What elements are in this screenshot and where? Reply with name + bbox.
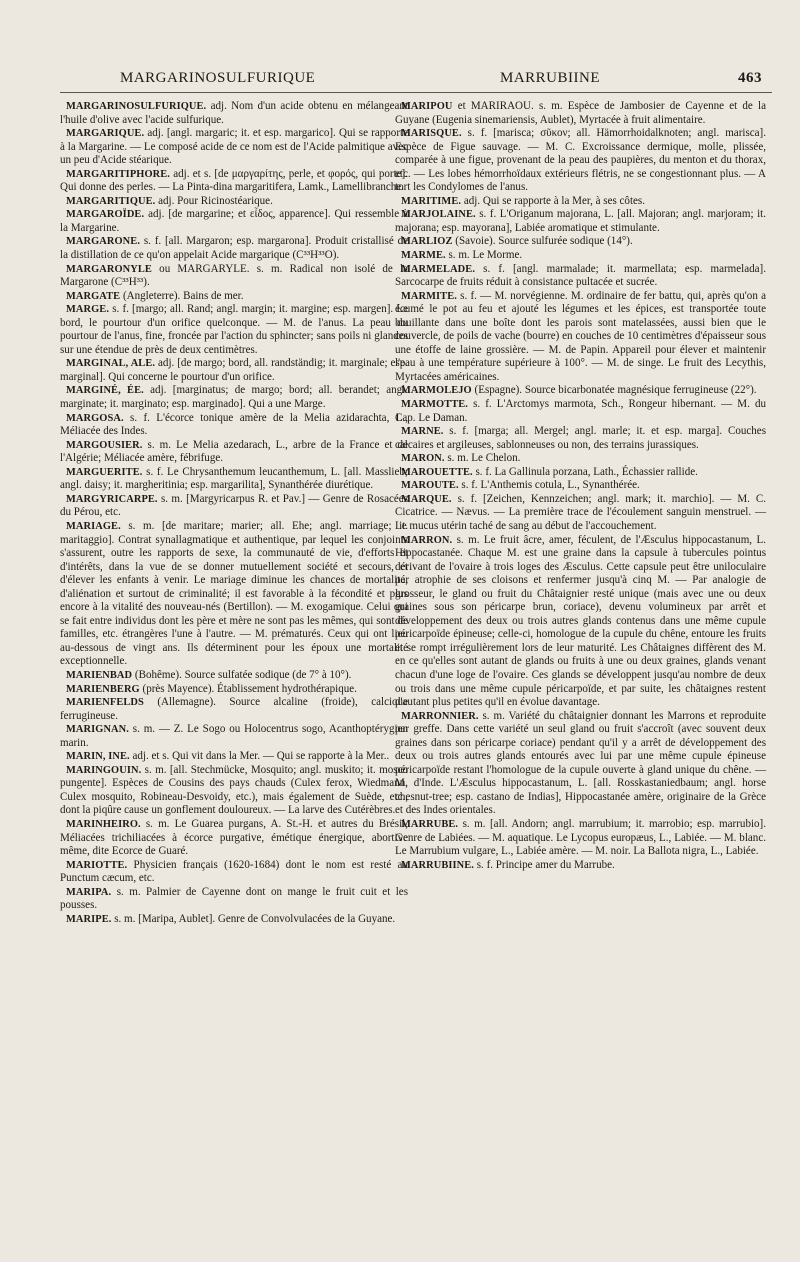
entry-headword: MARNE. bbox=[401, 426, 444, 438]
entry-headword: MARQUE. bbox=[401, 493, 452, 505]
entry-definition: adj. et s. Qui vit dans la Mer. — Qui se rapporte à la Mer.. bbox=[129, 750, 390, 763]
entry-headword: MARMITE. bbox=[401, 290, 457, 302]
entry-definition: (près Mayence). Établissement hydrothérapique. bbox=[139, 682, 357, 695]
dictionary-entry bbox=[60, 412, 408, 439]
entry-headword: MARGARINOSULFURIQUE. bbox=[66, 101, 207, 112]
entry-definition: s. m. Le fruit âcre, amer, féculent, de l'Æsculus hippocastanum, L. Hippocastanée. Chaque M. est une graine dans la capsule à tubercules pointus dérivant de l'ovaire à trois loges des Æsculus. Cette capsule peut être uniloculaire par atrophie de ses cloisons et renfermer jusqu'à cinq M. — Par analogie de grosseur, le gland ou fruit du Châtaignier resté unique (mais avec une ou deux graines sous son péricarpe brun, coriace), devenu volumineux par arrêt et développement des deux ou trois autres glands contenus dans une même cupule péricarpoïde épineuse; celle-ci, homologue de la cupule du chêne, entoure les fruits et se rompt irrégulièrement lors de leur maturité. Les Châtaignes diffèrent des M. en ce qu'elles sont autant de glands ou fruits à une ou deux graines, glands venant chacun d'une loge de l'ovaire. Ces glands se développent jusqu'au nombre de deux ou trois dans une même cupule péricarpoïde, et par suite, les châtaignes restent d'autant plus petites qu'il en évolue davantage. bbox=[395, 533, 766, 709]
entry-definition: s. m. [all. Andorn; angl. marrubium; it. marrobio; esp. marrubio]. Genre de Labiées. — M. aquatique. Le Lycopus europæus, L., Labiée. — M. blanc. Le Marrubium vulgare, L., Labiée amère. — M. noir. La Ballota nigra, L., Labiée. bbox=[395, 817, 766, 858]
entry-definition: s. f. [marisca; σῦκον; all. Hämorrhoidalknoten; angl. marisca]. Espèce de Figue sauvage. — M. C. Excroissance dermique, molle, plissée, comparée à une figue, provenant de la peau des paupières, du menton et du thorax, etc. — Les lobes hémorrhoïdaux extérieurs flétris, ne se congestionnant plus. — A tort les Condylomes de l'anus. bbox=[395, 127, 766, 194]
entry-headword: MARITIME. bbox=[401, 195, 462, 207]
entry-headword: MARGARITIPHORE. bbox=[66, 168, 170, 180]
entry-definition: s. m. Le Chelon. bbox=[444, 452, 521, 465]
entry-headword: MAROUETTE. bbox=[401, 466, 473, 478]
entry-headword: MARGUERITE. bbox=[66, 466, 143, 478]
dictionary-entry bbox=[60, 303, 408, 357]
entry-headword: MARLIOZ bbox=[401, 236, 453, 248]
left-column bbox=[60, 100, 408, 926]
entry-definition: s. f. [angl. marmalade; it. marmellata; esp. marmelada]. Sarcocarpe de fruits réduit à consistance pultacée et sucrée. bbox=[395, 262, 766, 289]
entry-definition: adj. Nom d'un acide obtenu en mélangeant l'huile d'olive avec l'acide sulfurique. bbox=[60, 100, 408, 126]
dictionary-entry bbox=[60, 357, 408, 384]
entry-definition: s. f. Principe amer du Marrube. bbox=[473, 858, 615, 871]
entry-headword: MARMOLEJO bbox=[401, 385, 472, 397]
entry-headword: MARMOTTE. bbox=[401, 399, 468, 411]
entry-headword: MARMELADE. bbox=[401, 263, 476, 275]
dictionary-entry bbox=[60, 127, 408, 168]
entry-headword: MARRUBE. bbox=[401, 818, 459, 830]
entry-definition: ou MARGARYLE. s. m. Radical non isolé de la Margarone (C³³H³³). bbox=[60, 262, 408, 289]
dictionary-entry bbox=[395, 127, 766, 195]
entry-headword: MARIPA. bbox=[66, 886, 112, 898]
dictionary-entry bbox=[395, 534, 766, 710]
dictionary-entry bbox=[60, 764, 408, 818]
dictionary-entry bbox=[60, 683, 408, 697]
dictionary-entry bbox=[395, 493, 766, 534]
dictionary-entry bbox=[60, 208, 408, 235]
running-head-last-word: MARRUBIINE bbox=[500, 70, 601, 86]
entry-definition: adj. et s. [de μαργαρίτης, perle, et φορός, qui porte]. Qui donne des perles. — La Pinta-dina margaritifera, Lamk., Lamellibranche. bbox=[60, 167, 408, 194]
entry-definition: s. f. L'Arctomys marmota, Sch., Rongeur hibernant. — M. du Cap. Le Daman. bbox=[395, 398, 766, 424]
dictionary-entry bbox=[60, 290, 408, 304]
entry-definition: s. f. La Gallinula porzana, Lath., Échassier rallide. bbox=[472, 465, 698, 478]
entry-headword: MARGE. bbox=[66, 304, 110, 316]
dictionary-entry bbox=[60, 520, 408, 669]
entry-definition: s. m. Le Morme. bbox=[445, 249, 523, 262]
dictionary-entry bbox=[60, 669, 408, 683]
entry-headword: MARGARONYLE bbox=[66, 263, 152, 275]
page-number: 463 bbox=[738, 70, 762, 86]
entry-headword: MAROUTE. bbox=[401, 480, 459, 492]
entry-headword: MARGYRICARPE. bbox=[66, 493, 158, 505]
entry-headword: MARRON. bbox=[401, 534, 453, 546]
dictionary-entry bbox=[60, 384, 408, 411]
dictionary-entry bbox=[60, 235, 408, 262]
entry-definition: s. m. [de maritare; marier; all. Ehe; angl. marriage; it. maritaggio]. Contrat synallagmatique et authentique, par lequel les conjoints s'assurent, outre les rapports de sexe, la communauté de vie, d'efforts et d'intérêts, dans la vue de se donner mutuellement société et secours, et d'élever les enfants à venir. Le mariage diminue les chances de mortalité, d'aliénation et surtout de criminalité; il est favorable à la fécondité et plus encore à la vitalité des nouveau-nés (Bertillon). — M. exogamique. Celui qui se fait entre individus dont les père et mère ne sont pas les mêmes, qui sont de familles, etc. étrangères l'une à l'autre. — M. prématurés. Ceux qui ont lieu au-dessous de vingt ans. Ils déterminent pour les époux une mortalité exceptionnelle. bbox=[60, 519, 408, 668]
entry-headword: MARIENBERG bbox=[66, 683, 140, 695]
dictionary-entry bbox=[395, 195, 766, 209]
entry-headword: MARGINAL, ALE. bbox=[66, 358, 156, 370]
dictionary-entry bbox=[395, 249, 766, 263]
entry-definition: (Savoie). Source sulfurée sodique (14°). bbox=[452, 235, 633, 248]
dictionary-entry bbox=[60, 263, 408, 290]
entry-definition: adj. [de margarine; et εἶδος, apparence]. Qui ressemble à la Margarine. bbox=[60, 208, 408, 234]
entry-headword: MARGARIQUE. bbox=[66, 128, 145, 140]
entry-definition: s. f. [all. Margaron; esp. margarona]. Produit cristallisé de la distillation de ce qu'on appelait Acide margarique (C³³H³³O). bbox=[60, 235, 408, 262]
entry-definition: et MARIRAOU. s. m. Espèce de Jambosier de Cayenne et de la Guyane (Eugenia sinemariensis, Aublet), Myrtacée à fruit alimentaire. bbox=[395, 100, 766, 126]
entry-definition: s. f. [Zeichen, Kennzeichen; angl. mark; it. marchio]. — M. C. Cicatrice. — Nævus. — La première trace de l'écoulement sanguin menstruel. — Le mucus utérin taché de sang au début de l'accouchement. bbox=[395, 492, 766, 532]
header-rule bbox=[60, 92, 772, 93]
entry-definition: s. m. Le Melia azedarach, L., arbre de la France et de l'Algérie; Méliacée amère, fébrifuge. bbox=[60, 438, 408, 465]
dictionary-entry bbox=[395, 479, 766, 493]
entry-definition: adj. [angl. margaric; it. et esp. margarico]. Qui se rapporte à la Margarine. — Le composé acide de ce nom est de l'Acide palmitique avec un peu d'Acide stéarique. bbox=[60, 127, 408, 167]
entry-headword: MARIPE. bbox=[66, 913, 112, 925]
dictionary-entry bbox=[60, 696, 408, 723]
entry-definition: s. m. [Maripa, Aublet]. Genre de Convolvulacées de la Guyane. bbox=[111, 912, 396, 925]
entry-definition: adj. [marginatus; de margo; bord; all. berandet; angl. marginate; it. marginato; esp. marginado]. Qui a une Marge. bbox=[60, 384, 408, 411]
running-head bbox=[0, 70, 800, 90]
entry-definition: s. m. — Z. Le Sogo ou Holocentrus sogo, Acanthoptérygien marin. bbox=[60, 723, 408, 749]
entry-headword: MARIENBAD bbox=[66, 669, 133, 681]
entry-definition: s. m. Palmier de Cayenne dont on mange le fruit cuit et les pousses. bbox=[60, 885, 408, 912]
entry-definition: Physicien français (1620-1684) dont le nom est resté au Punctum cæcum, etc. bbox=[60, 858, 408, 885]
dictionary-entry bbox=[60, 723, 408, 750]
entry-definition: s. f. L'Anthemis cotula, L., Synanthérée. bbox=[458, 479, 640, 492]
dictionary-entry bbox=[395, 263, 766, 290]
running-head-first-word: MARGARINOSULFURIQUE bbox=[120, 70, 316, 86]
entry-headword: MARGAROÏDE. bbox=[66, 209, 145, 221]
entry-headword: MARRUBIINE. bbox=[401, 859, 474, 871]
entry-definition: (Allemagne). Source alcaline (froide), calcique ferrugineuse. bbox=[60, 696, 408, 722]
dictionary-entry bbox=[60, 439, 408, 466]
dictionary-entry bbox=[395, 425, 766, 452]
entry-headword: MARINHEIRO. bbox=[66, 818, 141, 830]
dictionary-entry bbox=[395, 290, 766, 385]
entry-headword: MARIOTTE. bbox=[66, 859, 128, 871]
entry-definition: s. f. [margo; all. Rand; angl. margin; it. margine; esp. margen]. Le bord, le pourtour d'un orifice quelconque. — M. de l'anus. La peau du pourtour de l'anus, fine, froncée par l'action du sphincter; sans poils ni glandes sur une étendue de près de deux centimètres. bbox=[60, 303, 408, 356]
dictionary-entry bbox=[60, 493, 408, 520]
entry-definition: adj. Pour Ricinostéarique. bbox=[155, 194, 273, 207]
dictionary-entry bbox=[395, 235, 766, 249]
entry-definition: (Bohême). Source sulfatée sodique (de 7° à 10°). bbox=[132, 668, 352, 681]
entry-headword: MARGARONE. bbox=[66, 236, 141, 248]
entry-headword: MARJOLAINE. bbox=[401, 209, 476, 221]
dictionary-entry bbox=[60, 750, 408, 764]
dictionary-entry bbox=[60, 195, 408, 209]
entry-headword: MARRONNIER. bbox=[401, 710, 479, 722]
entry-headword: MARME. bbox=[401, 250, 446, 262]
entry-headword: MARISQUE. bbox=[401, 128, 462, 140]
entry-headword: MARGATE bbox=[66, 290, 121, 302]
dictionary-entry bbox=[395, 710, 766, 818]
dictionary-entry bbox=[60, 100, 408, 127]
entry-definition: (Espagne). Source bicarbonatée magnésique ferrugineuse (22°). bbox=[471, 384, 757, 397]
entry-headword: MARIPOU bbox=[401, 101, 453, 112]
entry-headword: MARIENFELDS bbox=[66, 697, 144, 709]
entry-definition: s. f. [marga; all. Mergel; angl. marle; it. et esp. marga]. Couches calcaires et argileuses, sablonneuses ou non, des terrains jurassiques. bbox=[395, 425, 766, 451]
entry-headword: MARIN, INE. bbox=[66, 751, 130, 763]
dictionary-entry bbox=[395, 384, 766, 398]
entry-headword: MARGINÉ, ÉE. bbox=[66, 385, 144, 397]
entry-definition: s. m. Le Guarea purgans, A. St.-H. et autres du Brésil, Méliacées trichiliacées à écorce purgative, émétique énergique, abortive même, dite Ecorce de Guaré. bbox=[60, 817, 408, 858]
dictionary-entry bbox=[60, 886, 408, 913]
entry-definition: s. m. [all. Stechmücke, Mosquito; angl. muskito; it. mosco pungente]. Espèces de Cousins des pays chauds (Culex ferox, Wiedmann, Culex mosquito, Robineau-Desvoidy, etc.), mais également de Suède, etc., dont la piqûre cause un gonflement douloureux. — La larve des Cutérèbres. bbox=[60, 763, 408, 817]
dictionary-entry bbox=[60, 168, 408, 195]
entry-definition: s. m. Variété du châtaignier donnant les Marrons et reproduite par greffe. Dans cette variété un seul gland ou fruit s'accroît (avec souvent deux graines dans son péricarpe coriace) pendant qu'il y a arrêt de développement des deux ou trois autres glands entourés avec lui par une même cupule épineuse péricarpoïde restant l'homologue de la cupule ouverte à gland unique du chêne. — M. d'Inde. L'Æsculus hippocastanum, L. [all. Rosskastaniedbaum; angl. horse chesnut-tree; esp. castano de Indias], Hippocastanée amère, originaire de la Grèce et des Indes orientales. bbox=[395, 709, 766, 817]
right-column bbox=[395, 100, 766, 872]
entry-headword: MARGOSA. bbox=[66, 412, 124, 424]
entry-headword: MARON. bbox=[401, 453, 445, 465]
entry-definition: (Angleterre). Bains de mer. bbox=[120, 289, 244, 302]
dictionary-entry bbox=[395, 466, 766, 480]
entry-headword: MARGOUSIER. bbox=[66, 439, 143, 451]
entry-definition: s. f. L'écorce tonique amère de la Melia azidarachta, L., Méliacée des Indes. bbox=[60, 411, 408, 438]
entry-headword: MARIAGE. bbox=[66, 520, 121, 532]
dictionary-entry bbox=[395, 818, 766, 859]
entry-headword: MARGARITIQUE. bbox=[66, 195, 156, 207]
entry-headword: MARINGOUIN. bbox=[66, 764, 142, 776]
entry-definition: s. f. L'Origanum majorana, L. [all. Majoran; angl. marjoram; it. majorana; esp. mayorana], Labiée aromatique et stimulante. bbox=[395, 208, 766, 234]
entry-definition: s. m. [Margyricarpus R. et Pav.] — Genre de Rosacées du Pérou, etc. bbox=[60, 492, 408, 519]
dictionary-entry bbox=[395, 398, 766, 425]
dictionary-entry bbox=[60, 859, 408, 886]
dictionary-entry bbox=[395, 452, 766, 466]
dictionary-entry bbox=[395, 208, 766, 235]
entry-definition: adj. Qui se rapporte à la Mer, à ses côtes. bbox=[461, 194, 645, 207]
dictionary-entry bbox=[395, 100, 766, 127]
dictionary-entry bbox=[60, 913, 408, 927]
dictionary-entry bbox=[60, 818, 408, 859]
entry-definition: s. f. Le Chrysanthemum leucanthemum, L. [all. Masslieb; angl. daisy; it. margheritinia; esp. margarilita], Synanthérée diurétique. bbox=[60, 465, 408, 492]
entry-headword: MARIGNAN. bbox=[66, 724, 129, 736]
dictionary-entry bbox=[395, 859, 766, 873]
entry-definition: s. f. — M. norvégienne. M. ordinaire de fer battu, qui, après qu'on a écumé le pot au feu et ajouté les légumes et les épices, est transportée toute bouillante dans une boîte dont les parois sont matelassées, aussi bien que le couvercle, de poils de vache (bourre) en couches de 10 centimètres d'épaisseur sous une étoffe de laine grossière. — M. de Papin. Appareil pour élever et maintenir l'eau à une température supérieure à 100°. — M. de singe. Le fruit des Lecythis, Myrtacées américaines. bbox=[395, 289, 766, 383]
dictionary-entry bbox=[60, 466, 408, 493]
entry-definition: adj. [de margo; bord, all. randständig; it. marginale; esp. marginal]. Qui concerne le pourtour d'un orifice. bbox=[60, 357, 408, 383]
